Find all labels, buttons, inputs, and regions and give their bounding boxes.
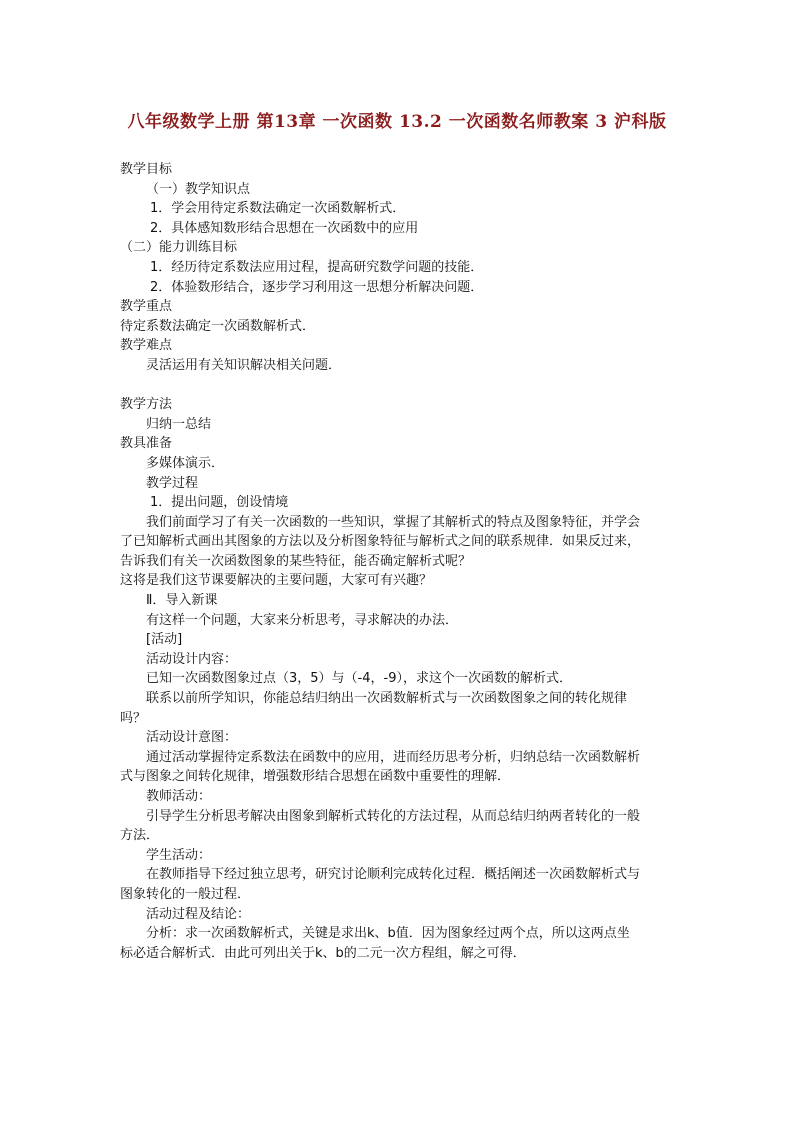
- text-line: [活动]: [146, 632, 183, 648]
- text-line: 2．体验数形结合，逐步学习利用这一思想分析解决问题．: [150, 279, 484, 295]
- text-line: 通过活动掌握待定系数法在函数中的应用，进而经历思考分析，归纳总结一次函数解析: [146, 749, 641, 765]
- text-line: 学生活动：: [146, 847, 212, 863]
- blank-line: [120, 376, 680, 396]
- text-line: 告诉我们有关一次函数图象的某些特征，能否确定解析式呢？: [120, 553, 472, 569]
- text-line: 教学难点: [120, 338, 173, 354]
- text-line: 方法．: [120, 828, 160, 844]
- text-line: 在教师指导下经过独立思考，研究讨论顺利完成转化过程．概括阐述一次函数解析式与: [146, 867, 641, 883]
- text-line: 式与图象之间转化规律，增强数形结合思想在函数中重要性的理解．: [120, 769, 511, 785]
- text-line: 活动设计意图：: [146, 730, 238, 746]
- text-line: 归纳一总结: [146, 416, 212, 432]
- text-line: 教学重点: [120, 299, 173, 315]
- text-line: 教学方法: [120, 397, 173, 413]
- text-line: 联系以前所学知识，你能总结归纳出一次函数解析式与一次函数图象之间的转化规律: [146, 691, 628, 707]
- text-line: 标必适合解析式．由此可列出关于k、b的二元一次方程组，解之可得．: [120, 945, 526, 961]
- text-line: 引导学生分析思考解决由图象到解析式转化的方法过程，从而总结归纳两者转化的一般: [146, 808, 641, 824]
- text-line: 了已知解析式画出其图象的方法以及分析图象特征与解析式之间的联系规律．如果反过来，: [120, 534, 641, 550]
- text-line: 灵活运用有关知识解决相关问题．: [146, 357, 342, 373]
- text-line: 1．经历待定系数法应用过程，提高研究数学问题的技能．: [150, 259, 484, 275]
- text-line: 2．具体感知数形结合思想在一次函数中的应用: [150, 220, 419, 236]
- text-line: 教学过程: [146, 475, 199, 491]
- document-body: [120, 160, 680, 963]
- text-line: 教师活动：: [146, 789, 212, 804]
- text-line: 教学目标: [120, 162, 173, 177]
- text-line: 有这样一个问题，大家来分析思考，寻求解决的办法．: [146, 612, 459, 628]
- text-line: 1．学会用待定系数法确定一次函数解析式．: [150, 201, 406, 217]
- text-line: 待定系数法确定一次函数解析式．: [120, 318, 316, 334]
- text-line: 图象转化的一般过程．: [120, 886, 251, 902]
- text-line: 我们前面学习了有关一次函数的一些知识，掌握了其解析式的特点及图象特征，并学会: [146, 514, 641, 530]
- text-line: （一）教学知识点: [146, 181, 251, 197]
- text-line: 吗？: [120, 710, 147, 726]
- text-line: 多媒体演示．: [146, 455, 225, 471]
- text-line: Ⅱ．导入新课: [146, 593, 218, 609]
- text-line: 这将是我们这节课要解决的主要问题，大家可有兴趣？: [120, 573, 433, 589]
- document-title: 八年级数学上册 第13章 一次函数 13.2 一次函数名师教案 3 沪科版: [127, 112, 667, 132]
- text-line: 1．提出问题，创设情境: [150, 495, 289, 511]
- text-line: 活动过程及结论：: [146, 906, 251, 922]
- text-line: 已知一次函数图象过点（3，5）与（-4，-9），求这个一次函数的解析式．: [146, 671, 572, 687]
- text-line: 教具准备: [120, 436, 173, 452]
- text-line: 分析：求一次函数解析式，关键是求出k、b值．因为图象经过两个点，所以这两点坐: [146, 926, 630, 942]
- text-line: （二）能力训练目标: [120, 240, 238, 256]
- text-line: 活动设计内容：: [146, 651, 238, 667]
